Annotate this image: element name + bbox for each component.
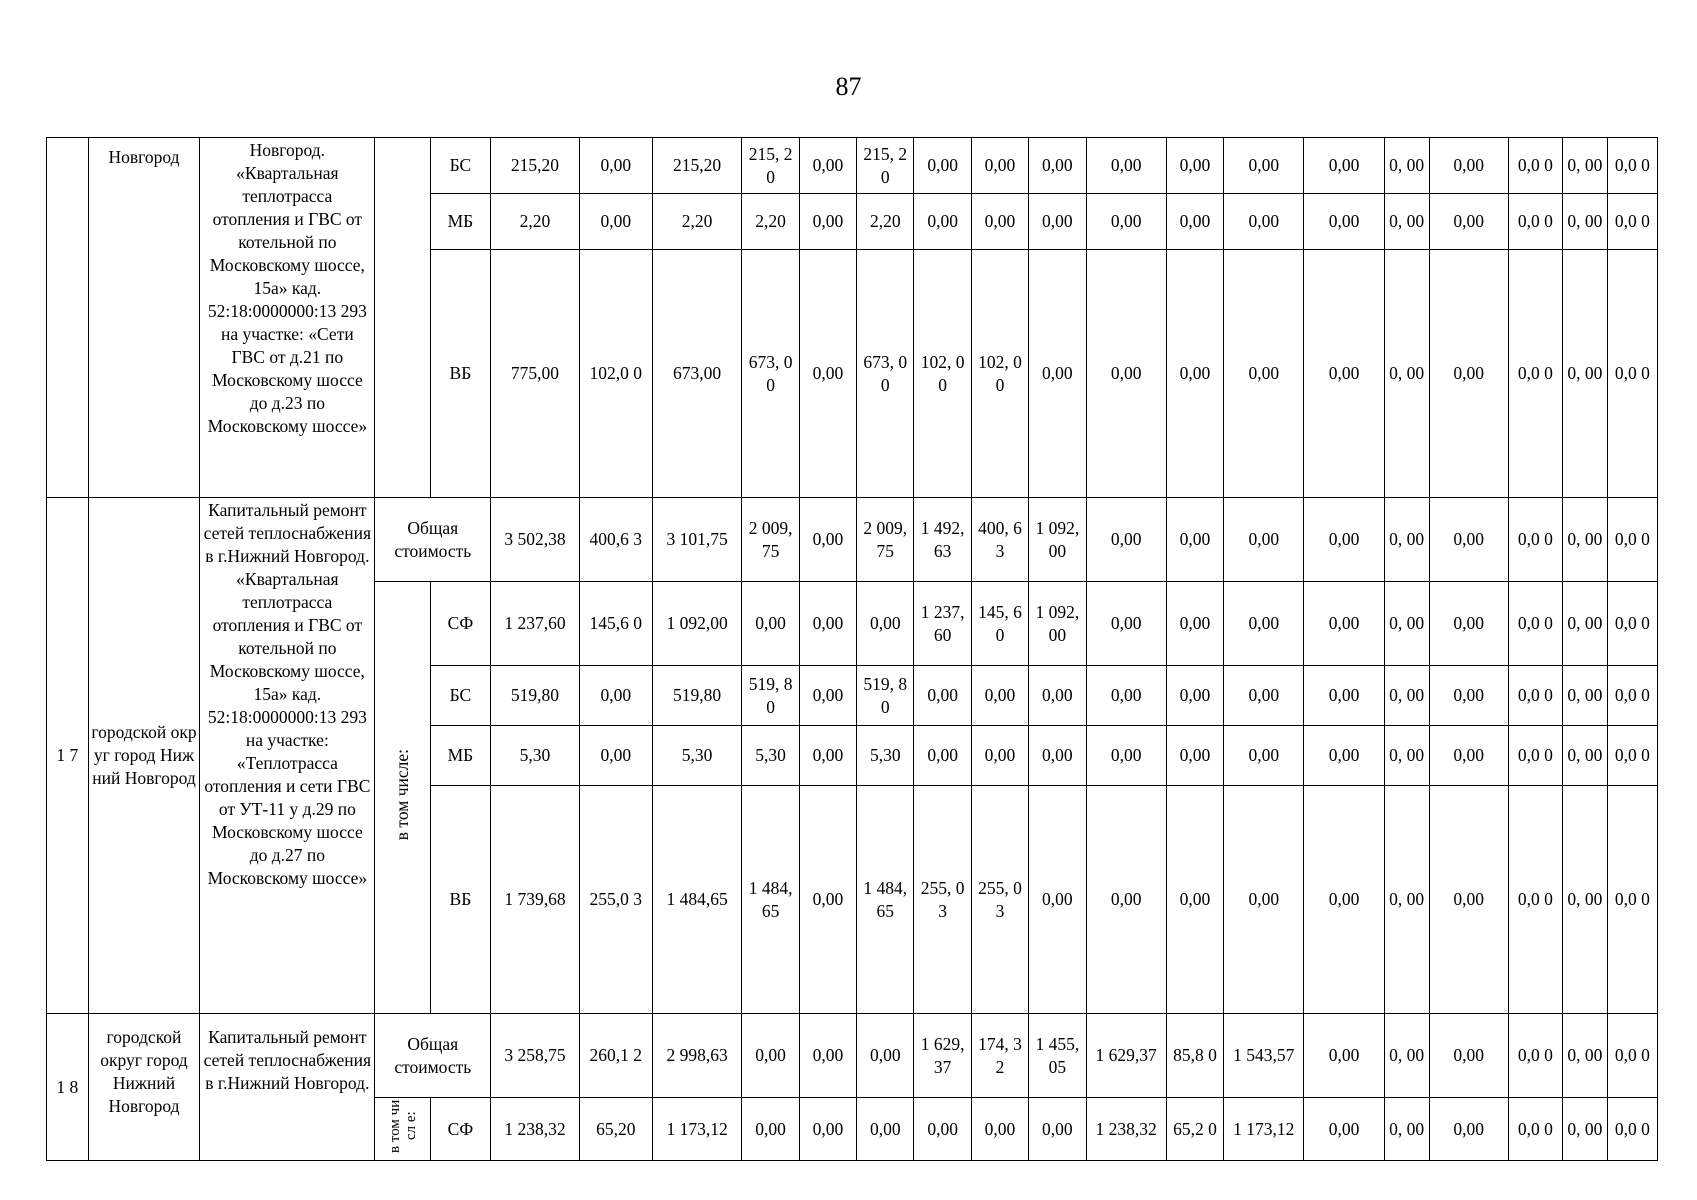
value-cell: 0,00 <box>1029 250 1086 498</box>
value-cell: 0,00 <box>799 582 856 666</box>
value-cell: 400, 63 <box>971 498 1028 582</box>
value-cell: 102,0 0 <box>579 250 652 498</box>
page-number: 87 <box>835 72 862 101</box>
source-cell: ВБ <box>430 786 490 1014</box>
value-cell: 0,00 <box>1029 786 1086 1014</box>
value-cell: 5,30 <box>491 726 580 786</box>
value-cell: 0,00 <box>1429 786 1508 1014</box>
value-cell: 0,00 <box>857 1014 914 1098</box>
including-label: в том числе: <box>392 748 413 841</box>
value-cell: 0,0 0 <box>1607 1098 1657 1161</box>
value-cell: 0,0 0 <box>1607 138 1657 194</box>
source-cell: БС <box>430 666 490 726</box>
value-cell: 215,20 <box>652 138 742 194</box>
district-cell: Новгород <box>88 138 200 498</box>
value-cell: 0,00 <box>914 1098 971 1161</box>
funding-table <box>46 137 1658 1161</box>
value-cell: 1 092, 00 <box>1029 582 1086 666</box>
value-cell: 0,00 <box>1224 194 1304 250</box>
value-cell: 0,00 <box>971 194 1028 250</box>
value-cell: 0,0 0 <box>1508 1098 1562 1161</box>
value-cell: 0,0 0 <box>1508 582 1562 666</box>
value-cell: 0,00 <box>1224 250 1304 498</box>
value-cell: 519,80 <box>491 666 580 726</box>
value-cell: 673, 00 <box>742 250 799 498</box>
value-cell: 0, 00 <box>1384 726 1429 786</box>
value-cell: 0,00 <box>799 726 856 786</box>
including-cell <box>375 1098 430 1161</box>
value-cell: 0,00 <box>1304 250 1384 498</box>
value-cell: 0,00 <box>971 1098 1028 1161</box>
value-cell: 0,00 <box>914 726 971 786</box>
value-cell: 2,20 <box>742 194 799 250</box>
value-cell: 0, 00 <box>1562 1014 1607 1098</box>
value-cell: 400,6 3 <box>579 498 652 582</box>
value-cell: 0,00 <box>1429 666 1508 726</box>
value-cell: 0, 00 <box>1562 1098 1607 1161</box>
value-cell: 0,00 <box>1429 498 1508 582</box>
source-cell: МБ <box>430 194 490 250</box>
value-cell: 0,0 0 <box>1508 194 1562 250</box>
value-cell: 0, 00 <box>1562 138 1607 194</box>
value-cell: 0,00 <box>1429 194 1508 250</box>
value-cell: 0,0 0 <box>1607 194 1657 250</box>
value-cell: 0,00 <box>1029 666 1086 726</box>
value-cell: 2,20 <box>652 194 742 250</box>
value-cell: 0,00 <box>1166 786 1223 1014</box>
value-cell: 0,0 0 <box>1607 1014 1657 1098</box>
value-cell: 0, 00 <box>1562 194 1607 250</box>
value-cell: 0,00 <box>1429 1098 1508 1161</box>
value-cell: 0,00 <box>1166 250 1223 498</box>
value-cell: 0,00 <box>914 138 971 194</box>
value-cell: 0,0 0 <box>1508 786 1562 1014</box>
source-cell: БС <box>430 138 490 194</box>
value-cell: 519,80 <box>652 666 742 726</box>
value-cell: 5,30 <box>652 726 742 786</box>
value-cell: 0, 00 <box>1384 582 1429 666</box>
value-cell: 0,00 <box>799 786 856 1014</box>
source-cell: МБ <box>430 726 490 786</box>
value-cell: 0, 00 <box>1562 582 1607 666</box>
value-cell: 255, 03 <box>914 786 971 1014</box>
value-cell: 0,00 <box>971 666 1028 726</box>
description-cell: Капитальный ремонт сетей теплоснабжения в г.Нижний Новгород. «Квартальная теплотрасса отопления и ГВС от котельной по Московскому шоссе, 15а» кад. 52:18:0000000:13 293 на участке: «Теплотрасса отопления и сети ГВС от УТ-11 у д.29 по Московскому шоссе до д.27 по Московскому шоссе» <box>200 498 375 1014</box>
value-cell: 1 629, 37 <box>914 1014 971 1098</box>
value-cell: 0,00 <box>1429 726 1508 786</box>
value-cell: 0,0 0 <box>1607 666 1657 726</box>
district-cell: городской округ город Нижний Новгород <box>88 498 200 1014</box>
value-cell: 0,00 <box>1224 582 1304 666</box>
value-cell: 0,00 <box>1224 666 1304 726</box>
row-number-cell: 1 8 <box>47 1014 89 1161</box>
value-cell: 1 455, 05 <box>1029 1014 1086 1098</box>
value-cell: 0, 00 <box>1384 498 1429 582</box>
value-cell: 0,00 <box>799 666 856 726</box>
value-cell: 0, 00 <box>1562 726 1607 786</box>
value-cell: 0,00 <box>857 582 914 666</box>
value-cell: 0, 00 <box>1384 138 1429 194</box>
value-cell: 0,00 <box>1429 1014 1508 1098</box>
value-cell: 673, 00 <box>857 250 914 498</box>
value-cell: 0,00 <box>579 138 652 194</box>
value-cell: 215, 20 <box>742 138 799 194</box>
value-cell: 1 092,00 <box>652 582 742 666</box>
value-cell: 1 484, 65 <box>742 786 799 1014</box>
value-cell: 0,00 <box>1029 194 1086 250</box>
value-cell: 0,00 <box>914 194 971 250</box>
value-cell: 260,1 2 <box>579 1014 652 1098</box>
value-cell: 0, 00 <box>1562 666 1607 726</box>
value-cell: 0,0 0 <box>1508 1014 1562 1098</box>
value-cell: 519, 80 <box>742 666 799 726</box>
value-cell: 1 238,32 <box>491 1098 580 1161</box>
value-cell: 1 173,12 <box>1224 1098 1304 1161</box>
value-cell: 0,00 <box>1166 138 1223 194</box>
table-row <box>47 1014 1658 1098</box>
value-cell: 0,00 <box>1429 138 1508 194</box>
value-cell: 65,20 <box>579 1098 652 1161</box>
value-cell: 1 629,37 <box>1086 1014 1166 1098</box>
value-cell: 1 238,32 <box>1086 1098 1166 1161</box>
value-cell: 0,00 <box>1304 666 1384 726</box>
value-cell: 0,0 0 <box>1508 250 1562 498</box>
value-cell: 5,30 <box>857 726 914 786</box>
value-cell: 0,00 <box>799 1014 856 1098</box>
value-cell: 673,00 <box>652 250 742 498</box>
value-cell: 3 101,75 <box>652 498 742 582</box>
value-cell: 0,00 <box>857 1098 914 1161</box>
value-cell: 1 237,60 <box>491 582 580 666</box>
value-cell: 85,8 0 <box>1166 1014 1223 1098</box>
value-cell: 0,00 <box>1086 138 1166 194</box>
value-cell: 145, 60 <box>971 582 1028 666</box>
row-number-cell <box>47 138 89 498</box>
value-cell: 1 173,12 <box>652 1098 742 1161</box>
value-cell: 0,00 <box>1086 250 1166 498</box>
value-cell: 0,00 <box>799 194 856 250</box>
value-cell: 0,00 <box>1224 786 1304 1014</box>
source-cell: ВБ <box>430 250 490 498</box>
value-cell: 215, 20 <box>857 138 914 194</box>
value-cell: 0, 00 <box>1384 1014 1429 1098</box>
value-cell: 0, 00 <box>1562 250 1607 498</box>
description-cell: Новгород. «Квартальная теплотрасса отопления и ГВС от котельной по Московскому шоссе, 15а» кад. 52:18:0000000:13 293 на участке: «Сети ГВС от д.21 по Московскому шоссе до д.23 по Московскому шоссе» <box>200 138 375 498</box>
value-cell: 0,00 <box>742 582 799 666</box>
value-cell: 0,00 <box>1224 726 1304 786</box>
district-cell: городской округ город Нижний Новгород <box>88 1014 200 1161</box>
value-cell: 0, 00 <box>1384 250 1429 498</box>
value-cell: 1 092, 00 <box>1029 498 1086 582</box>
value-cell: 215,20 <box>491 138 580 194</box>
value-cell: 0,00 <box>1304 498 1384 582</box>
value-cell: 0,00 <box>799 1098 856 1161</box>
value-cell: 3 258,75 <box>491 1014 580 1098</box>
value-cell: 0,00 <box>1029 726 1086 786</box>
value-cell: 0, 00 <box>1384 1098 1429 1161</box>
value-cell: 0,00 <box>579 726 652 786</box>
value-cell: 0,0 0 <box>1607 786 1657 1014</box>
value-cell: 1 543,57 <box>1224 1014 1304 1098</box>
value-cell: 145,6 0 <box>579 582 652 666</box>
value-cell: 0, 00 <box>1384 786 1429 1014</box>
value-cell: 0,00 <box>1086 194 1166 250</box>
value-cell: 0,00 <box>1086 666 1166 726</box>
value-cell: 0,0 0 <box>1607 498 1657 582</box>
value-cell: 0,00 <box>1304 194 1384 250</box>
value-cell: 2 998,63 <box>652 1014 742 1098</box>
value-cell: 0,00 <box>1166 498 1223 582</box>
value-cell: 0,00 <box>742 1098 799 1161</box>
value-cell: 0,00 <box>1029 1098 1086 1161</box>
value-cell: 0,0 0 <box>1607 582 1657 666</box>
value-cell: 0, 00 <box>1562 498 1607 582</box>
value-cell: 0,00 <box>1086 582 1166 666</box>
value-cell: 0,00 <box>799 498 856 582</box>
value-cell: 0,00 <box>1429 582 1508 666</box>
value-cell: 0,00 <box>799 250 856 498</box>
value-cell: 0,00 <box>1429 250 1508 498</box>
value-cell: 0, 00 <box>1384 194 1429 250</box>
value-cell: 255,0 3 <box>579 786 652 1014</box>
value-cell: 0,00 <box>1224 138 1304 194</box>
value-cell: 0,00 <box>1224 498 1304 582</box>
total-label-cell: Общая стоимость <box>375 498 491 582</box>
table-row <box>47 138 1658 194</box>
value-cell: 65,2 0 <box>1166 1098 1223 1161</box>
value-cell: 3 502,38 <box>491 498 580 582</box>
value-cell: 102, 00 <box>971 250 1028 498</box>
source-cell: СФ <box>430 1098 490 1161</box>
value-cell: 0,00 <box>742 1014 799 1098</box>
total-label-cell: Общая стоимость <box>375 1014 491 1098</box>
value-cell: 0,00 <box>1166 194 1223 250</box>
value-cell: 1 492, 63 <box>914 498 971 582</box>
value-cell: 2,20 <box>857 194 914 250</box>
value-cell: 0,00 <box>914 666 971 726</box>
value-cell: 2 009, 75 <box>742 498 799 582</box>
value-cell: 174, 32 <box>971 1014 1028 1098</box>
value-cell: 0,0 0 <box>1607 250 1657 498</box>
value-cell: 1 237, 60 <box>914 582 971 666</box>
value-cell: 0,00 <box>799 138 856 194</box>
value-cell: 2 009, 75 <box>857 498 914 582</box>
value-cell: 0,00 <box>1086 786 1166 1014</box>
value-cell: 0,00 <box>971 726 1028 786</box>
value-cell: 255, 03 <box>971 786 1028 1014</box>
value-cell: 0, 00 <box>1562 786 1607 1014</box>
value-cell: 0,00 <box>1029 138 1086 194</box>
value-cell: 0,00 <box>1304 1098 1384 1161</box>
value-cell: 0,00 <box>579 666 652 726</box>
value-cell: 775,00 <box>491 250 580 498</box>
including-label: в том числ е: <box>386 1099 419 1153</box>
value-cell: 1 484, 65 <box>857 786 914 1014</box>
value-cell: 0, 00 <box>1384 666 1429 726</box>
value-cell: 0,00 <box>1304 726 1384 786</box>
value-cell: 2,20 <box>491 194 580 250</box>
value-cell: 1 739,68 <box>491 786 580 1014</box>
value-cell: 1 484,65 <box>652 786 742 1014</box>
value-cell: 0,00 <box>1304 786 1384 1014</box>
value-cell: 0,00 <box>1304 138 1384 194</box>
value-cell: 0,00 <box>1166 582 1223 666</box>
including-cell <box>375 582 430 1014</box>
table-row <box>47 498 1658 582</box>
value-cell: 0,00 <box>1166 726 1223 786</box>
value-cell: 0,00 <box>1304 1014 1384 1098</box>
row-number-cell: 1 7 <box>47 498 89 1014</box>
value-cell: 0,00 <box>1086 498 1166 582</box>
value-cell: 0,00 <box>579 194 652 250</box>
value-cell: 519, 80 <box>857 666 914 726</box>
value-cell: 0,0 0 <box>1508 138 1562 194</box>
value-cell: 0,00 <box>1086 726 1166 786</box>
value-cell: 0,00 <box>1166 666 1223 726</box>
including-cell <box>375 138 430 498</box>
value-cell: 0,0 0 <box>1508 498 1562 582</box>
value-cell: 0,00 <box>1304 582 1384 666</box>
description-cell: Капитальный ремонт сетей теплоснабжения в г.Нижний Новгород. <box>200 1014 375 1161</box>
value-cell: 0,00 <box>971 138 1028 194</box>
value-cell: 5,30 <box>742 726 799 786</box>
value-cell: 102, 00 <box>914 250 971 498</box>
source-cell: СФ <box>430 582 490 666</box>
value-cell: 0,0 0 <box>1508 666 1562 726</box>
value-cell: 0,0 0 <box>1508 726 1562 786</box>
value-cell: 0,0 0 <box>1607 726 1657 786</box>
